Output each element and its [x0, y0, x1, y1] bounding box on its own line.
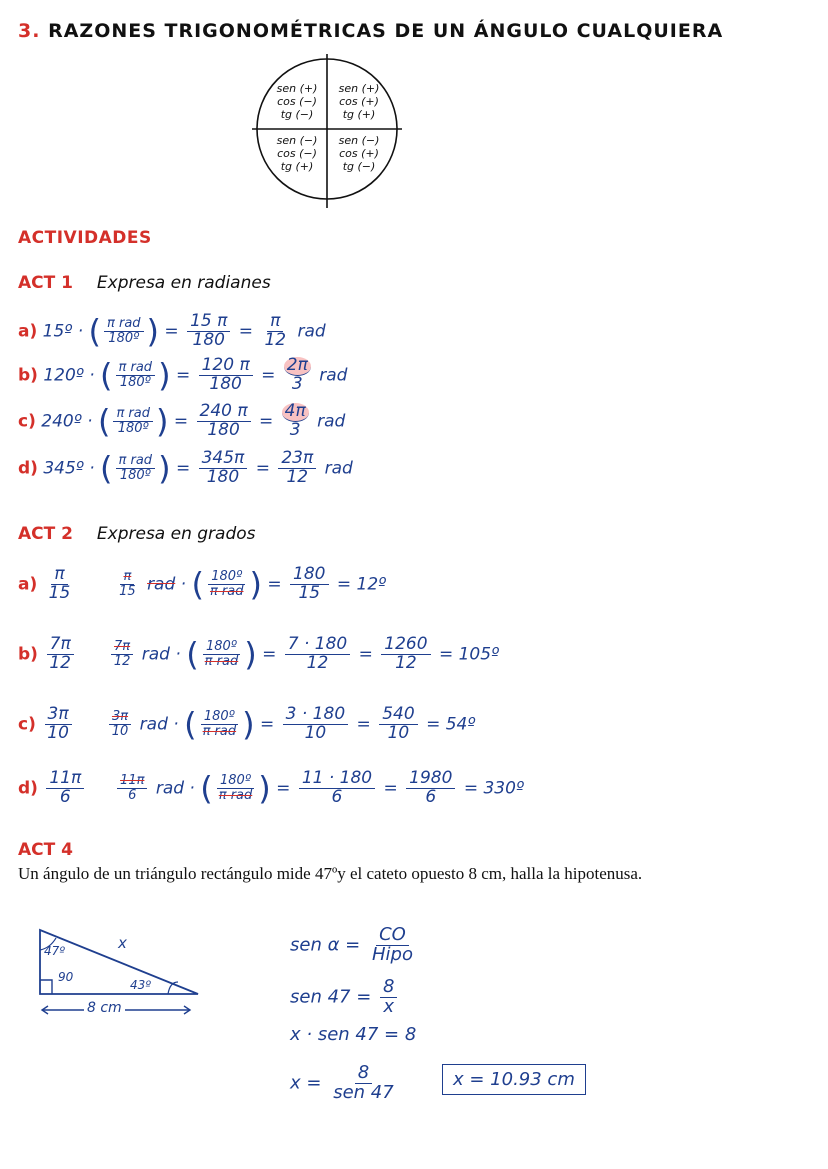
act1-row-b: b) 120º · ( $\frac{\text{π rad}}{\text{180º}}$ ) = $\frac{120 \pi}{180}$ = $\frac{2\pi}{3}$ rad [18, 355, 348, 395]
triangle-base-label: 8 cm [84, 1000, 125, 1016]
quadrant-2-signs: sen (+) cos (−) tg (−) [276, 82, 318, 122]
step-4: x = $\frac{8}{\text{sen 47}}$ [290, 1062, 394, 1103]
act2-label: ACT 2 [18, 524, 73, 544]
act2-row-d: d) $\frac{11\pi}{6}$ $\frac{11\pi}{6}$ rad · ( $\frac{\text{180º}}{\text{π rad}}$ ) = $\frac{11 \cdot 180}{6}$ = $\frac{1980}{6}$ = 330º [18, 768, 524, 808]
step-1: sen α = $\frac{CO}{\text{Hipo}}$ [290, 924, 413, 965]
title-text: RAZONES TRIGONOMÉTRICAS DE UN ÁNGULO CUALQUIERA [48, 20, 724, 42]
triangle-right-angle: 90 [58, 970, 74, 984]
quadrant-3-signs: sen (−) cos (−) tg (+) [276, 134, 318, 174]
triangle-hyp-label: x [118, 934, 127, 952]
act4-label: ACT 4 [18, 840, 73, 860]
step-3: x · sen 47 = 8 [290, 1024, 417, 1045]
act4-problem-statement: Un ángulo de un triángulo rectángulo mide 47ºy el cateto opuesto 8 cm, halla la hipotenusa. [18, 864, 643, 883]
activities-heading: ACTIVIDADES [18, 228, 152, 248]
act2-header [18, 524, 256, 544]
quadrant-1-signs: sen (+) cos (+) tg (+) [338, 82, 380, 122]
final-answer-box: x = 10.93 cm [442, 1064, 586, 1095]
act1-row-a: a) 15º · ( $\frac{\text{π rad}}{\text{180º}}$ ) = $\frac{15 \pi}{180}$ = $\frac{\pi}{12}$ rad [18, 311, 326, 351]
title-number: 3. [18, 20, 41, 42]
act1-header [18, 273, 271, 293]
page-title [18, 20, 723, 42]
act1-instruction: Expresa en radianes [96, 273, 271, 293]
quadrant-4-signs: sen (−) cos (+) tg (−) [338, 134, 380, 174]
act2-row-a: a) $\frac{\pi}{15}$ $\frac{\pi}{15}$ rad · ( $\frac{\text{180º}}{\text{π rad}}$ ) = $\frac{180}{15}$ = 12º [18, 564, 387, 604]
act1-row-d: d) 345º · ( $\frac{\text{π rad}}{\text{180º}}$ ) = $\frac{345\pi}{180}$ = $\frac{23\pi}{12}$ rad [18, 448, 353, 488]
act1-label: ACT 1 [18, 273, 73, 293]
quadrant-circle-diagram [250, 52, 405, 210]
act2-row-c: c) $\frac{3\pi}{10}$ $\frac{3\pi}{10}$ rad · ( $\frac{\text{180º}}{\text{π rad}}$ ) = $\frac{3 \cdot 180}{10}$ = $\frac{540}{10}$ = 54º [18, 704, 476, 744]
act2-row-b: b) $\frac{7\pi}{12}$ $\frac{7\pi}{12}$ rad · ( $\frac{\text{180º}}{\text{π rad}}$ ) = $\frac{7 \cdot 180}{12}$ = $\frac{1260}{12}$ = 105º [18, 634, 500, 674]
triangle-angle-top: 47º [44, 944, 65, 958]
act2-instruction: Expresa en grados [96, 524, 256, 544]
triangle-angle-right: 43º [130, 978, 151, 992]
step-2: sen 47 = $\frac{8}{x}$ [290, 978, 400, 1017]
act1-row-c: c) 240º · ( $\frac{\text{π rad}}{\text{180º}}$ ) = $\frac{240 \pi}{180}$ = $\frac{4\pi}{3}$ rad [18, 401, 346, 441]
